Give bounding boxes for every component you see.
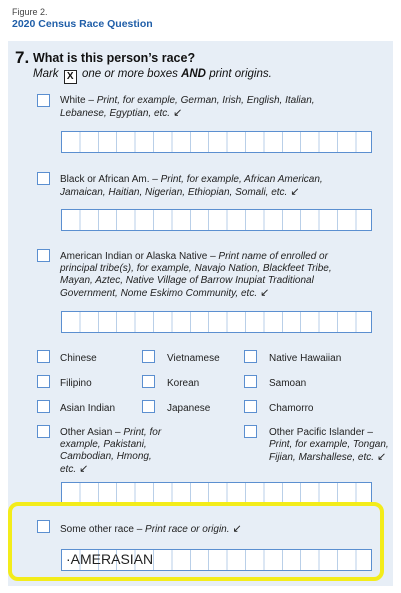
down-left-arrow-icon: ↙ xyxy=(173,107,183,119)
x-mark-icon: X xyxy=(64,70,77,84)
japanese-checkbox[interactable] xyxy=(142,400,155,413)
native-hawaiian-checkbox[interactable] xyxy=(244,350,257,363)
asian-indian-checkbox[interactable] xyxy=(37,400,50,413)
vietnamese-label: Vietnamese xyxy=(167,353,220,364)
samoan-label: Samoan xyxy=(269,378,307,389)
other-pi-label xyxy=(269,427,391,464)
black-label xyxy=(60,174,355,199)
some-other-race-label-text: Some other race – xyxy=(60,524,143,535)
black-write-in[interactable] xyxy=(61,209,372,231)
question-title: What is this person’s race? xyxy=(33,51,196,65)
asian-pi-write-in[interactable] xyxy=(61,482,372,504)
aian-label-text: American Indian or Alaska Native – xyxy=(60,251,216,262)
asian-indian-label: Asian Indian xyxy=(60,403,116,414)
black-checkbox[interactable] xyxy=(37,172,50,185)
black-hint: Print, for example, African American, Jamaican, Haitian, Nigerian, Ethiopian, Somali, etc. xyxy=(60,174,323,198)
other-pi-checkbox[interactable] xyxy=(244,425,257,438)
other-asian-checkbox[interactable] xyxy=(37,425,50,438)
samoan-checkbox[interactable] xyxy=(244,375,257,388)
native-hawaiian-label: Native Hawaiian xyxy=(269,353,342,364)
korean-label: Korean xyxy=(167,378,200,389)
some-other-race-write-in[interactable]: ·AMERASIAN xyxy=(61,549,372,571)
white-label xyxy=(60,95,350,120)
down-left-arrow-icon: ↙ xyxy=(79,463,89,475)
aian-write-in[interactable] xyxy=(61,311,372,333)
instruction-pre: Mark xyxy=(33,68,59,80)
instruction-post: print origins. xyxy=(209,68,272,80)
white-label-text: White – xyxy=(60,95,94,106)
other-asian-label xyxy=(60,427,175,476)
korean-checkbox[interactable] xyxy=(142,375,155,388)
figure-label: Figure 2. xyxy=(12,7,48,17)
instruction-and: AND xyxy=(181,68,206,80)
aian-checkbox[interactable] xyxy=(37,249,50,262)
question-instruction xyxy=(33,68,272,84)
other-pi-hint: Print, for example, Tongan, Fijian, Marshallese, etc. xyxy=(269,439,389,463)
other-pi-label-text: Other Pacific Islander – xyxy=(269,427,373,438)
question-number: 7. xyxy=(15,48,30,67)
vietnamese-checkbox[interactable] xyxy=(142,350,155,363)
figure-title: 2020 Census Race Question xyxy=(12,18,153,30)
white-write-in[interactable] xyxy=(61,131,372,153)
instruction-mid: one or more boxes xyxy=(81,68,178,80)
down-left-arrow-icon: ↙ xyxy=(290,186,300,198)
black-label-text: Black or African Am. – xyxy=(60,174,158,185)
chinese-checkbox[interactable] xyxy=(37,350,50,363)
chinese-label: Chinese xyxy=(60,353,97,364)
japanese-label: Japanese xyxy=(167,403,211,414)
down-left-arrow-icon: ↙ xyxy=(260,287,270,299)
white-hint: Print, for example, German, Irish, English, Italian, Lebanese, Egyptian, etc. xyxy=(60,95,315,119)
down-left-arrow-icon: ↙ xyxy=(377,451,387,463)
chamorro-label: Chamorro xyxy=(269,403,314,414)
yellow-highlight-outline xyxy=(8,502,384,581)
aian-label xyxy=(60,251,358,300)
white-checkbox[interactable] xyxy=(37,94,50,107)
aian-hint: Print name of enrolled or principal tribe(s), for example, Navajo Nation, Blackfeet Tribe, Mayan, Aztec, Native Village of Barrow Inupiat Traditional Government, Nome Eskimo Community, etc. xyxy=(60,251,332,299)
other-asian-label-text: Other Asian – xyxy=(60,427,121,438)
chamorro-checkbox[interactable] xyxy=(244,400,257,413)
filipino-checkbox[interactable] xyxy=(37,375,50,388)
other-asian-hint: Print, for example, Pakistani, Cambodian, Hmong, etc. xyxy=(60,427,162,475)
some-other-race-hint: Print race or origin. xyxy=(145,524,230,535)
filipino-label: Filipino xyxy=(60,378,92,389)
down-left-arrow-icon: ↙ xyxy=(232,523,242,535)
